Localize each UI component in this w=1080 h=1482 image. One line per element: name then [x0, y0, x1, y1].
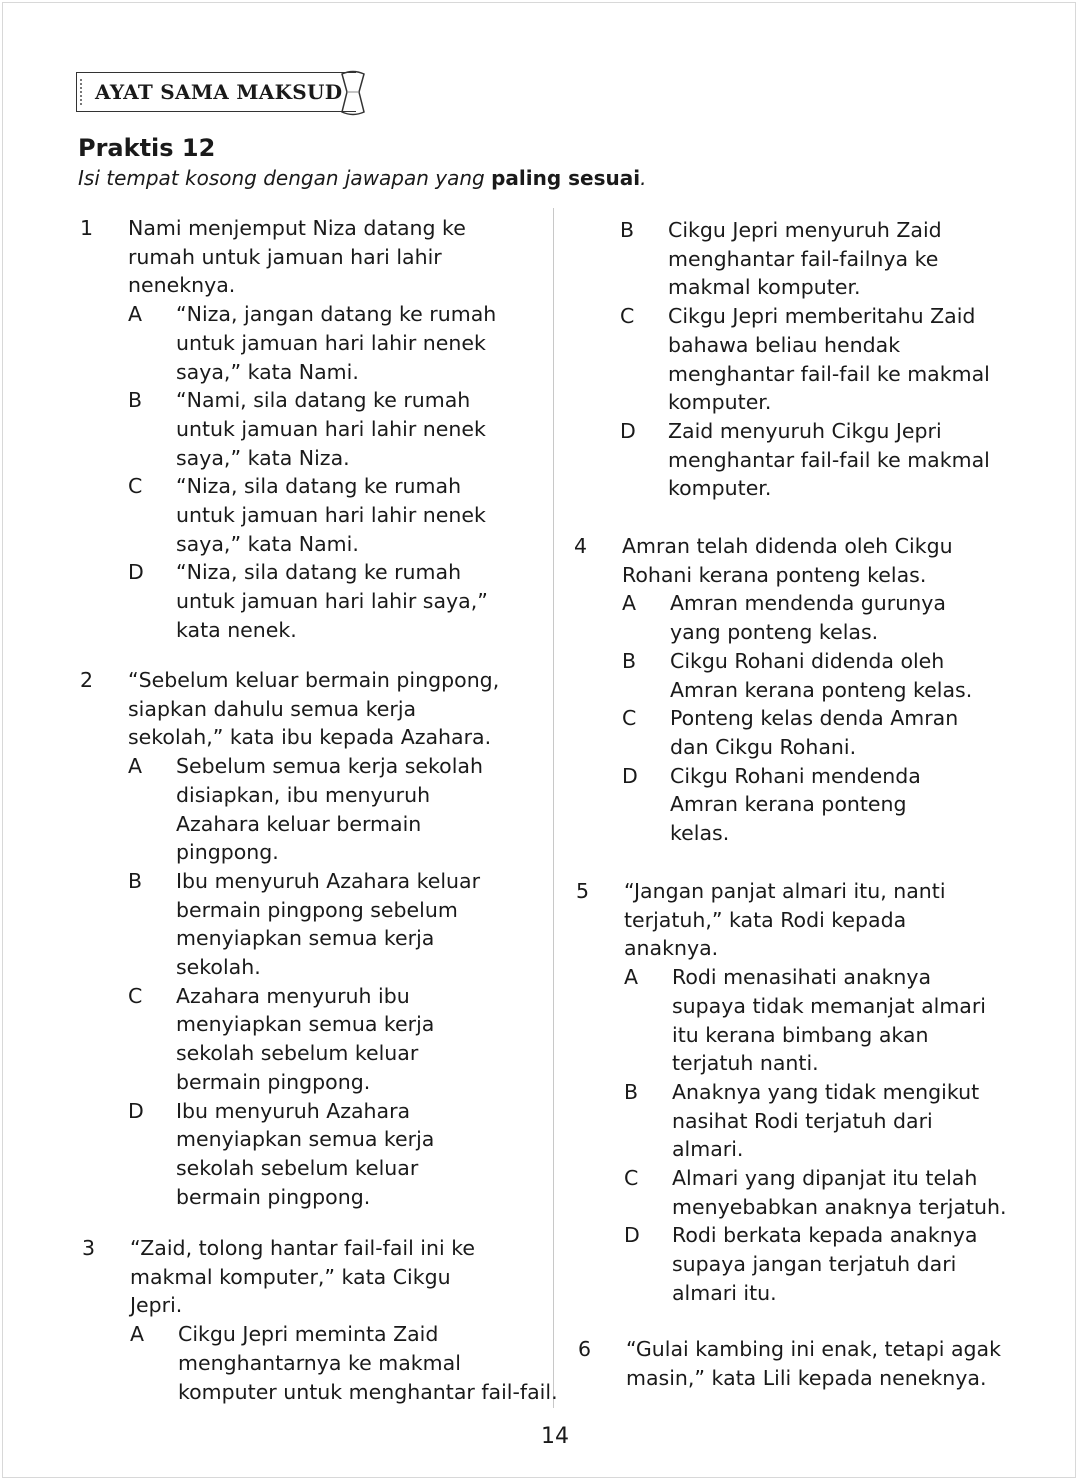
option-text	[672, 963, 1046, 1078]
option-line: makmal komputer.	[668, 275, 861, 300]
answer-option-c[interactable]	[128, 472, 540, 558]
option-text	[668, 302, 1042, 417]
option-line: menghantar fail-failnya ke	[668, 246, 939, 271]
option-line: pingpong.	[176, 840, 279, 865]
option-line: komputer untuk menghantar fail-fail.	[178, 1379, 558, 1404]
option-line: Cikgu Jepri meminta Zaid	[178, 1322, 439, 1347]
banner-dots	[80, 79, 85, 105]
instruction-end: .	[640, 166, 647, 190]
option-text	[178, 1320, 558, 1406]
question-3	[82, 1234, 558, 1406]
option-letter: D	[620, 418, 636, 443]
question-number: 2	[80, 668, 94, 692]
stem-line: sekolah,” kata ibu kepada Azahara.	[128, 725, 492, 750]
option-line: Sebelum semua kerja sekolah	[176, 754, 483, 779]
stem-line: anaknya.	[624, 936, 719, 961]
option-line: bahawa beliau hendak	[668, 332, 901, 357]
option-line: komputer.	[668, 476, 772, 501]
stem-line: makmal komputer,” kata Cikgu	[130, 1264, 451, 1289]
option-line: menyiapkan semua kerja	[176, 1012, 435, 1037]
instruction-text: Isi tempat kosong dengan jawapan yang	[78, 166, 492, 190]
option-line: Cikgu Rohani mendenda	[670, 763, 921, 788]
option-letter: A	[130, 1322, 145, 1347]
option-line: nasihat Rodi terjatuh dari	[672, 1108, 933, 1133]
question-4	[574, 532, 1044, 848]
stem-line: “Zaid, tolong hantar fail-fail ini ke	[130, 1236, 475, 1260]
option-line: bermain pingpong sebelum	[176, 897, 458, 922]
answer-option-a[interactable]	[128, 752, 540, 867]
option-letter: B	[622, 648, 637, 673]
option-letter: D	[128, 560, 144, 585]
scroll-icon	[340, 70, 366, 116]
option-letter: B	[624, 1079, 639, 1104]
stem-line: “Gulai kambing ini enak, tetapi agak	[626, 1337, 1001, 1361]
option-text	[176, 300, 540, 386]
option-letter: A	[128, 754, 143, 779]
answer-option-a[interactable]	[622, 589, 1044, 646]
instruction-emphasis: paling sesuai	[491, 166, 641, 190]
option-text	[670, 762, 1044, 848]
practice-title: Praktis 12	[78, 134, 216, 162]
option-letter: A	[622, 591, 637, 616]
option-letter: C	[128, 474, 143, 499]
stem-line: Nami menjemput Niza datang ke	[128, 216, 466, 240]
option-line: Amran kerana ponteng	[670, 792, 907, 817]
question-2	[80, 666, 540, 1211]
option-line: sekolah sebelum keluar	[176, 1041, 419, 1066]
option-text	[176, 752, 540, 867]
answer-option-b[interactable]	[622, 647, 1044, 704]
option-line: Amran mendenda gurunya	[670, 591, 946, 616]
answer-option-d[interactable]	[128, 558, 540, 644]
answer-option-c[interactable]	[624, 1164, 1046, 1221]
option-text	[668, 417, 1042, 503]
option-line: “Niza, sila datang ke rumah	[176, 474, 462, 499]
question-stem	[624, 877, 1046, 963]
option-line: kelas.	[670, 821, 730, 846]
option-line: Ibu menyuruh Azahara	[176, 1098, 411, 1123]
option-line: Cikgu Rohani didenda oleh	[670, 648, 945, 673]
option-letter: A	[128, 302, 143, 327]
column-divider	[553, 208, 554, 1408]
section-title: AYAT SAMA MAKSUD	[95, 80, 343, 104]
option-line: almari.	[672, 1137, 744, 1162]
option-text	[670, 647, 1044, 704]
option-letter: D	[624, 1223, 640, 1248]
answer-option-c[interactable]	[128, 982, 540, 1097]
question-number: 6	[578, 1337, 592, 1361]
answer-option-b[interactable]	[620, 216, 1042, 302]
answer-option-d[interactable]	[624, 1221, 1046, 1307]
page-number: 14	[541, 1424, 569, 1449]
option-line: bermain pingpong.	[176, 1069, 371, 1094]
option-line: Azahara menyuruh ibu	[176, 983, 410, 1008]
option-line: menyiapkan semua kerja	[176, 1127, 435, 1152]
option-line: Almari yang dipanjat itu telah	[672, 1166, 978, 1191]
option-letter: C	[128, 983, 143, 1008]
answer-option-d[interactable]	[622, 762, 1044, 848]
stem-line: Jepri.	[130, 1293, 183, 1318]
option-text	[672, 1078, 1046, 1164]
option-line: Azahara keluar bermain	[176, 811, 422, 836]
option-line: kata nenek.	[176, 617, 297, 642]
question-stem	[622, 532, 1044, 589]
option-letter: D	[622, 763, 638, 788]
question-stem	[128, 666, 540, 752]
answer-option-a[interactable]	[130, 1320, 558, 1406]
option-line: menyiapkan semua kerja	[176, 926, 435, 951]
stem-line: neneknya.	[128, 273, 236, 298]
instruction	[78, 166, 646, 190]
option-line: Cikgu Jepri memberitahu Zaid	[668, 304, 976, 329]
section-banner	[76, 72, 356, 112]
option-line: menghantarnya ke makmal	[178, 1350, 461, 1375]
answer-option-d[interactable]	[128, 1097, 540, 1212]
option-line: Rodi berkata kepada anaknya	[672, 1223, 978, 1248]
option-line: “Niza, jangan datang ke rumah	[176, 302, 497, 327]
option-line: supaya tidak memanjat almari	[672, 993, 986, 1018]
option-line: “Niza, sila datang ke rumah	[176, 560, 462, 585]
option-line: untuk jamuan hari lahir nenek	[176, 503, 486, 528]
question-number: 1	[80, 216, 94, 240]
option-letter: C	[624, 1166, 639, 1191]
stem-line: rumah untuk jamuan hari lahir	[128, 244, 442, 269]
option-text	[668, 216, 1042, 302]
answer-option-a[interactable]	[128, 300, 540, 386]
option-line: komputer.	[668, 390, 772, 415]
option-line: saya,” kata Nami.	[176, 531, 359, 556]
option-letter: B	[128, 868, 143, 893]
option-line: almari itu.	[672, 1280, 777, 1305]
option-text	[670, 704, 1044, 761]
option-line: itu kerana bimbang akan	[672, 1022, 929, 1047]
option-letter: B	[128, 388, 143, 413]
stem-line: Rohani kerana ponteng kelas.	[622, 562, 927, 587]
question-number: 4	[574, 534, 588, 558]
option-line: saya,” kata Nami.	[176, 359, 359, 384]
option-line: “Nami, sila datang ke rumah	[176, 388, 471, 413]
question-number: 5	[576, 879, 590, 903]
stem-line: terjatuh,” kata Rodi kepada	[624, 907, 907, 932]
option-text	[176, 1097, 540, 1212]
question-5	[576, 877, 1046, 1308]
option-letter: C	[620, 304, 635, 329]
option-text	[176, 386, 540, 472]
option-line: menghantar fail-fail ke makmal	[668, 447, 990, 472]
answer-option-c[interactable]	[622, 704, 1044, 761]
option-line: Rodi menasihati anaknya	[672, 965, 932, 990]
option-line: yang ponteng kelas.	[670, 620, 879, 645]
stem-line: “Jangan panjat almari itu, nanti	[624, 879, 946, 903]
answer-option-d[interactable]	[620, 417, 1042, 503]
option-line: menyebabkan anaknya terjatuh.	[672, 1194, 1007, 1219]
question-1	[80, 214, 540, 645]
option-line: menghantar fail-fail ke makmal	[668, 361, 990, 386]
option-line: untuk jamuan hari lahir nenek	[176, 416, 486, 441]
answer-option-b[interactable]	[624, 1078, 1046, 1164]
option-line: Zaid menyuruh Cikgu Jepri	[668, 418, 942, 443]
option-line: saya,” kata Niza.	[176, 445, 350, 470]
question-stem	[128, 214, 540, 300]
option-text	[176, 867, 540, 982]
option-line: dan Cikgu Rohani.	[670, 734, 857, 759]
question-cont	[572, 216, 1042, 503]
stem-line: Amran telah didenda oleh Cikgu	[622, 534, 953, 558]
option-line: supaya jangan terjatuh dari	[672, 1252, 957, 1277]
option-text	[176, 982, 540, 1097]
option-letter: A	[624, 965, 639, 990]
option-line: disiapkan, ibu menyuruh	[176, 782, 431, 807]
option-text	[672, 1221, 1046, 1307]
option-text	[176, 472, 540, 558]
option-line: Cikgu Jepri menyuruh Zaid	[668, 218, 942, 242]
stem-line: siapkan dahulu semua kerja	[128, 696, 417, 721]
option-line: Ponteng kelas denda Amran	[670, 706, 959, 731]
option-text	[670, 589, 1044, 646]
question-stem	[626, 1335, 1048, 1392]
option-letter: D	[128, 1098, 144, 1123]
option-line: sekolah sebelum keluar	[176, 1155, 419, 1180]
option-line: terjatuh nanti.	[672, 1051, 819, 1076]
question-stem	[130, 1234, 542, 1320]
option-line: Amran kerana ponteng kelas.	[670, 677, 973, 702]
stem-line: “Sebelum keluar bermain pingpong,	[128, 668, 500, 692]
option-text	[672, 1164, 1046, 1221]
option-line: bermain pingpong.	[176, 1184, 371, 1209]
answer-option-a[interactable]	[624, 963, 1046, 1078]
option-letter: C	[622, 706, 637, 731]
option-line: Anaknya yang tidak mengikut	[672, 1079, 980, 1104]
option-line: Ibu menyuruh Azahara keluar	[176, 868, 481, 893]
answer-option-b[interactable]	[128, 386, 540, 472]
option-line: untuk jamuan hari lahir nenek	[176, 330, 486, 355]
question-number: 3	[82, 1236, 96, 1260]
stem-line: masin,” kata Lili kepada neneknya.	[626, 1365, 987, 1390]
answer-option-c[interactable]	[620, 302, 1042, 417]
option-line: sekolah.	[176, 955, 261, 980]
option-letter: B	[620, 218, 635, 242]
answer-option-b[interactable]	[128, 867, 540, 982]
question-6	[578, 1335, 1048, 1392]
option-text	[176, 558, 540, 644]
option-line: untuk jamuan hari lahir saya,”	[176, 589, 488, 614]
